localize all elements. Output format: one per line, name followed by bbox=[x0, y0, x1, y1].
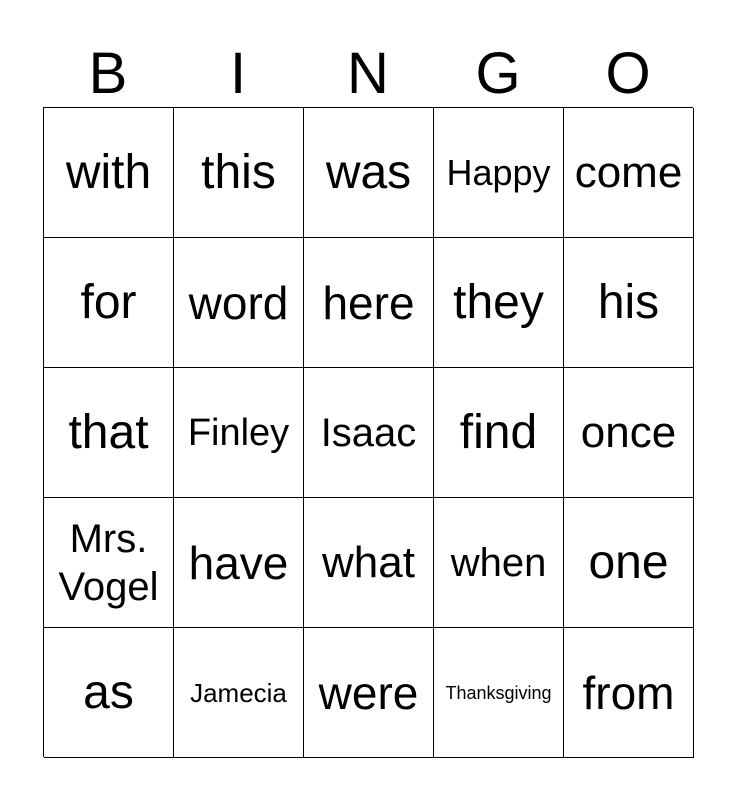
bingo-cell-r2-c1[interactable] bbox=[44, 238, 174, 368]
bingo-cell-r1-c2[interactable] bbox=[174, 108, 304, 238]
header-letter-n: N bbox=[347, 41, 389, 106]
bingo-cell-r4-c4[interactable] bbox=[434, 498, 564, 628]
cell-word: that bbox=[68, 405, 149, 459]
bingo-card-grid bbox=[43, 107, 693, 757]
cell-word-line-1: Mrs. bbox=[69, 516, 148, 561]
cell-word: with bbox=[65, 145, 152, 199]
cell-word: Thanksgiving bbox=[445, 682, 552, 703]
bingo-cell-r2-c3[interactable] bbox=[304, 238, 434, 368]
cell-word: Finley bbox=[187, 411, 290, 454]
cell-word: they bbox=[453, 275, 544, 329]
cell-word: word bbox=[188, 276, 289, 329]
bingo-cell-r4-c5[interactable] bbox=[564, 498, 694, 628]
bingo-cell-r1-c3[interactable] bbox=[304, 108, 434, 238]
bingo-cell-r3-c2[interactable] bbox=[174, 368, 304, 498]
bingo-cell-r3-c1[interactable] bbox=[44, 368, 174, 498]
bingo-cell-r5-c3[interactable] bbox=[304, 628, 434, 758]
cell-word: this bbox=[201, 145, 276, 199]
bingo-cell-r4-c3[interactable] bbox=[304, 498, 434, 628]
bingo-cell-r5-c4[interactable] bbox=[434, 628, 564, 758]
cell-word: was bbox=[325, 145, 412, 199]
bingo-cell-r2-c2[interactable] bbox=[174, 238, 304, 368]
cell-word: as bbox=[83, 665, 134, 719]
bingo-cell-r3-c4[interactable] bbox=[434, 368, 564, 498]
cell-word: Isaac bbox=[320, 410, 417, 455]
cell-word: one bbox=[588, 535, 669, 589]
cell-word: what bbox=[322, 537, 415, 587]
bingo-header bbox=[43, 40, 693, 108]
cell-word: were bbox=[318, 666, 419, 719]
header-letter-b: B bbox=[88, 41, 128, 106]
cell-word: Happy bbox=[446, 151, 551, 193]
cell-word-line-2: Vogel bbox=[58, 564, 159, 609]
bingo-cell-r5-c1[interactable] bbox=[44, 628, 174, 758]
header-letter-i: I bbox=[229, 41, 247, 106]
bingo-cell-r3-c3[interactable] bbox=[304, 368, 434, 498]
cell-word: have bbox=[188, 536, 289, 589]
bingo-cell-r1-c4[interactable] bbox=[434, 108, 564, 238]
bingo-cell-r1-c5[interactable] bbox=[564, 108, 694, 238]
cell-word: find bbox=[459, 405, 538, 459]
cell-word: Jamecia bbox=[190, 677, 287, 708]
bingo-cell-r5-c2[interactable] bbox=[174, 628, 304, 758]
cell-word: for bbox=[80, 275, 137, 329]
bingo-cell-r4-c1[interactable] bbox=[44, 498, 174, 628]
cell-word: from bbox=[582, 666, 675, 719]
bingo-cell-r1-c1[interactable] bbox=[44, 108, 174, 238]
bingo-cell-r2-c4[interactable] bbox=[434, 238, 564, 368]
bingo-cell-r2-c5[interactable] bbox=[564, 238, 694, 368]
cell-word: when bbox=[450, 540, 547, 585]
header-letter-g: G bbox=[475, 41, 521, 106]
cell-word: once bbox=[580, 407, 677, 457]
cell-word: come bbox=[574, 147, 683, 197]
bingo-cell-r4-c2[interactable] bbox=[174, 498, 304, 628]
cell-word: his bbox=[597, 275, 660, 329]
bingo-cell-r5-c5[interactable] bbox=[564, 628, 694, 758]
bingo-cell-r3-c5[interactable] bbox=[564, 368, 694, 498]
header-letter-o: O bbox=[605, 41, 651, 106]
cell-word: here bbox=[322, 276, 415, 329]
